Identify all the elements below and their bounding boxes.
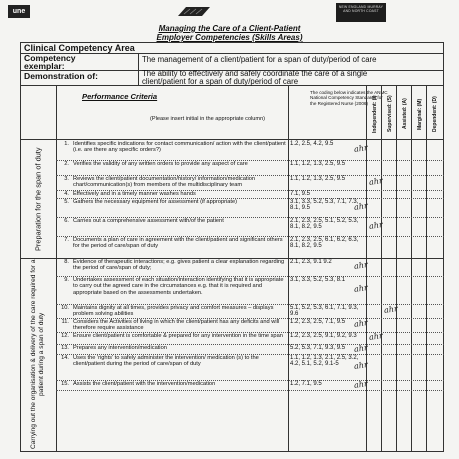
handwritten-initial: ahr	[353, 143, 369, 154]
anmc-code: 2.1, 2.3, 9.1 9.2	[290, 259, 332, 265]
criteria-text: Reviews the client/patient documentation/history/ information/medication chart/communication(s) from members of the multidisciplinary team	[73, 176, 256, 189]
anmc-code: 3.1, 3.3, 5.2, 5.3, 8.1	[290, 277, 346, 283]
criteria-number: 11.	[61, 319, 69, 325]
university-logo: une	[8, 5, 30, 18]
exemplar-value: The management of a client/patient for a span of duty/period of care	[142, 55, 377, 64]
criteria-row	[58, 277, 286, 305]
handwritten-initial: ahr	[353, 379, 369, 390]
criteria-row	[58, 355, 286, 381]
handwritten-initial: ahr	[353, 318, 369, 329]
handwritten-initial: ahr	[353, 200, 369, 212]
anmc-code: 5.2, 5.3, 7.1, 9.3, 9.5	[290, 345, 346, 351]
criteria-number: 3.	[64, 176, 69, 182]
exemplar-label: Competency exemplar:	[24, 53, 76, 72]
criteria-text: Undertakes assessment of each situation/interaction identifying that it is appropriate to carry out the agreed care in the circumstances e.g. that it is required and appropriate based on the assessments undertaken.	[73, 277, 284, 296]
anmc-code: 1.1, 1.2, 1.3, 2.5, 9.5	[290, 176, 346, 182]
level-independent: Independent: (I)	[372, 95, 378, 133]
criteria-text: Evidence of therapeutic interactions; e.g. gives patient a clear explanation regarding the period of care/span of duty;	[73, 259, 285, 272]
criteria-text: Ensure client/patient is comfortable & prepared for any intervention in the time span	[73, 333, 283, 339]
level-supervised: Supervised: (S)	[387, 95, 393, 133]
section-delivery: Carrying out the organisation & delivery of the care required for a patient during a span of duty	[30, 259, 45, 449]
criteria-number: 10.	[61, 305, 69, 311]
book-emblem-icon	[176, 5, 212, 18]
criteria-number: 7.	[64, 237, 69, 243]
divider	[426, 86, 427, 452]
handwritten-initial: ahr	[368, 219, 384, 231]
level-marginal: Marginal: (M)	[417, 98, 423, 130]
anmc-code: 1.2, 7.1, 9.5	[290, 381, 322, 387]
row-divider	[56, 390, 444, 391]
criteria-row	[58, 161, 286, 176]
criteria-row	[58, 141, 286, 161]
handwritten-initial: ahr	[383, 304, 399, 315]
health-service-logo: NEW ENGLAND MURRAY AND NORTH COAST	[336, 3, 386, 22]
anmc-code: 1.1, 1.2, 1.3, 2.5, 9.5	[290, 161, 346, 167]
criteria-row	[58, 199, 286, 218]
criteria-number: 1.	[64, 141, 69, 147]
criteria-text: Uses the 'rights' to safely administer the intervention/ medication (s) to the client/patient during the period of care/span of duty	[73, 355, 259, 368]
clinical-area-label: Clinical Competency Area	[24, 43, 135, 53]
divider	[396, 86, 397, 452]
performance-criteria-heading: Performance Criteria	[82, 92, 158, 101]
anmc-code: 7.1, 9.5	[290, 191, 311, 197]
anmc-code: 2.1, 2.3, 2.5, 5.1, 5.2, 5.3, 8.1, 8.2, 9.5	[290, 218, 359, 231]
anmc-code: 1.1, 1.2, 1.3, 2.1, 2.5, 3.2, 4.2, 5.1, 5.2, 9.1-5	[290, 355, 359, 368]
anmc-code: 2.1, 2.3, 2.5, 6.1, 6.2, 6.3, 8.1, 8.2, 9.5	[290, 237, 359, 250]
criteria-text: Verifies the validity of any written orders to provide any aspect of care	[73, 161, 248, 167]
criteria-row	[58, 237, 286, 259]
criteria-text: Identifies specific indications for contact communication/ action with the client/patient (i.e. are there any specific orders?)	[73, 141, 286, 154]
criteria-text: Prepares any intervention/medication	[73, 345, 167, 351]
criteria-number: 6.	[64, 218, 69, 224]
criteria-text: Documents a plan of care in agreement with the client/patient and significant others for the period of care/span of duty	[73, 237, 283, 250]
criteria-text: Effectively and in a timely manner washes hands	[73, 191, 196, 197]
criteria-text: Considers the Activities of living in which the client/patient has any deficits and will therefore require assistance	[73, 319, 280, 332]
anmc-code: 5.1, 5.2, 5.3, 6.1, 7.1, 9.3, 9.6	[290, 305, 359, 318]
demonstration-label: Demonstration of:	[24, 71, 98, 81]
criteria-row	[58, 218, 286, 237]
handwritten-initial: ahr	[368, 175, 384, 187]
criteria-text: Carries out a comprehensive assessment with/of the patient	[73, 218, 224, 224]
document-subtitle: Employer Competencies (Skills Areas)	[156, 33, 303, 42]
demonstration-value: The ability to effectively and safely coordinate the care of a single client/patient for a span of duty/period of care	[142, 69, 368, 86]
criteria-number: 9.	[64, 277, 69, 283]
anmc-code: 1.2, 2.3, 2.5, 9.1, 9.2, 9.3	[290, 333, 357, 339]
criteria-number: 2.	[64, 161, 69, 167]
initial-instruction: (Please insert initial in the appropriate column)	[150, 116, 266, 122]
criteria-number: 12.	[61, 333, 69, 339]
criteria-number: 5.	[64, 199, 69, 205]
level-dependent: Dependent: (D)	[432, 96, 438, 132]
divider	[56, 86, 57, 452]
divider	[288, 86, 289, 452]
handwritten-initial: ahr	[353, 283, 369, 294]
section-preparation: Preparation for the span of duty	[33, 147, 43, 251]
criteria-row	[58, 259, 286, 277]
anmc-code: 1.2, 2.5, 4.2, 9.5	[290, 141, 334, 147]
criteria-number: 4.	[64, 191, 69, 197]
criteria-text: Assists the client/patient with the intervention/medication	[73, 381, 216, 387]
divider	[381, 86, 382, 452]
handwritten-initial: ahr	[353, 360, 369, 371]
anmc-code: 1.2, 2.3, 2.5, 7.1, 9.5	[290, 319, 346, 325]
criteria-number: 15.	[61, 381, 69, 387]
divider	[411, 86, 412, 452]
anmc-coding-note: The coding below indicates the ANMC National Competency Standards for the Registered Nurse (2006)	[310, 90, 388, 106]
criteria-text: Maintains dignity at all times, provides privacy and comfort measures – displays problem solving abilities	[73, 305, 274, 318]
clinical-area-row	[20, 42, 444, 54]
anmc-code: 3.1, 3.3, 5.2, 5.3, 7.1, 7.3, 8.1, 9.5	[290, 199, 359, 212]
criteria-number: 13.	[61, 345, 69, 351]
document-title: Managing the Care of a Client-Patient	[158, 24, 301, 33]
demonstration-row	[20, 71, 444, 86]
handwritten-initial: ahr	[353, 343, 369, 354]
criteria-number: 14.	[61, 355, 69, 361]
level-assisted: Assisted: (A)	[402, 98, 408, 130]
criteria-number: 8.	[64, 259, 69, 265]
criteria-text: Gathers the necessary equipment for assessment (if appropriate)	[73, 199, 238, 205]
handwritten-initial: ahr	[368, 331, 384, 342]
handwritten-initial: ahr	[353, 260, 369, 271]
criteria-row	[58, 305, 286, 319]
criteria-row	[58, 319, 286, 333]
criteria-row	[58, 176, 286, 191]
